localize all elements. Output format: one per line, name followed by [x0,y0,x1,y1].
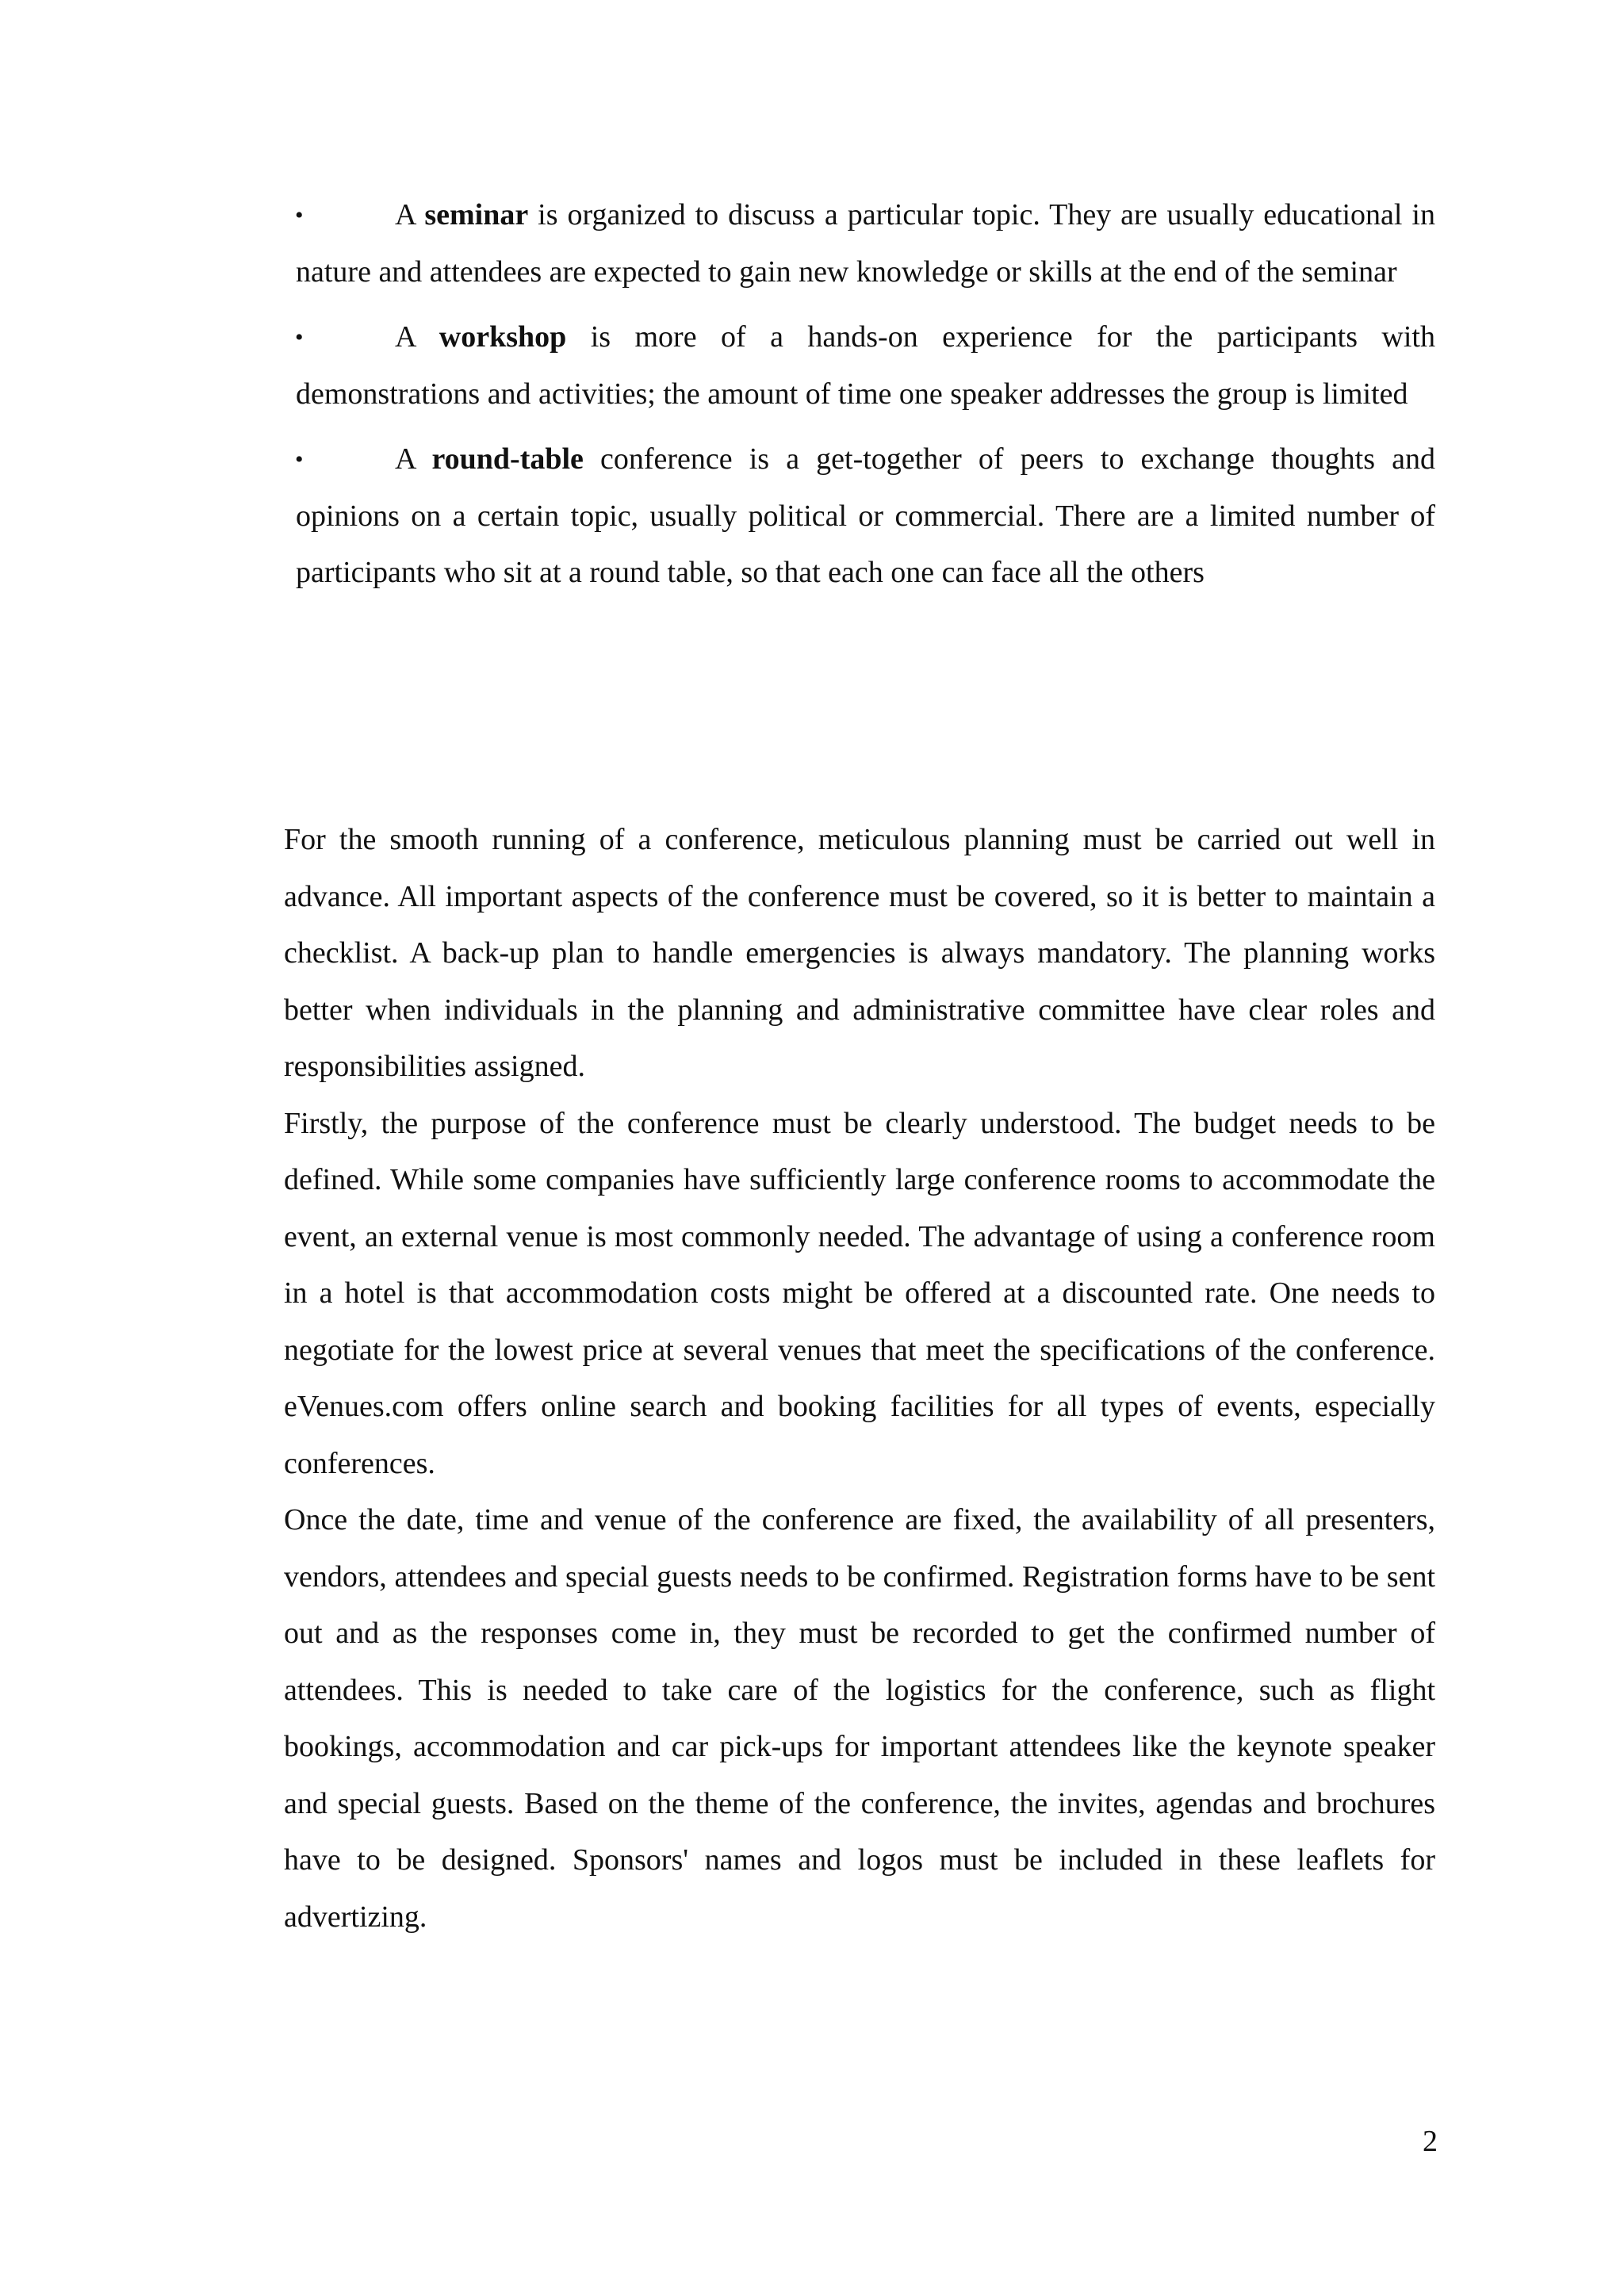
list-item-text [296,431,1435,602]
bullet-icon: • [295,202,304,228]
paragraph-venue: Firstly, the purpose of the conference must be clearly understood. The budget needs to be defined. While some companies have sufficiently large conference rooms to accommodate the event, an external venue is most commonly needed. The advantage of using a conference room in a hotel is that accommodation costs might be offered at a discounted rate. One needs to negotiate for the lowest price at several venues that meet the specifications of the conference. eVenues.com offers online search and booking facilities for all types of events, especially conferences. [284,1106,1435,1480]
bullet-icon: • [295,446,304,473]
list-item-lead: A [395,320,439,354]
list-item-text [296,309,1435,423]
list-item-rest: conference is a get-together of peers to exchange thoughts and opinions on a certain topic, usually political or commercial. There are a limited number of participants who sit at a round table, so that each one can face all the others [296,442,1435,589]
list-item-lead: A [395,442,432,476]
conference-types-list [296,187,1435,602]
list-item-text [296,187,1435,300]
term-workshop: workshop [439,320,567,354]
list-item-rest: is organized to discuss a particular topic. They are usually educational in nature and attendees are expected to gain new knowledge or skills at the end of the seminar [296,198,1435,289]
list-item-rest: is more of a hands-on experience for the participants with demonstrations and activities; the amount of time one speaker addresses the group is limited [296,320,1435,411]
term-seminar: seminar [424,198,529,232]
list-item-lead: A [395,198,425,232]
paragraph-logistics: Once the date, time and venue of the conference are fixed, the availability of all presenters, vendors, attendees and special guests needs to be confirmed. Registration forms have to be sent out and as the responses come in, they must be recorded to get the confirmed number of attendees. This is needed to take care of the logistics for the conference, such as flight bookings, accommodation and car pick-ups for important attendees like the keynote speaker and special guests. Based on the theme of the conference, the invites, agendas and brochures have to be designed. Sponsors' names and logos must be included in these leaflets for advertizing. [284,1503,1435,1934]
page-number: 2 [1423,2125,1438,2158]
body-text [284,812,1435,1946]
term-round-table: round-table [431,442,584,476]
list-item-round-table [296,431,1435,602]
bullet-icon: • [295,324,304,350]
list-item-seminar [296,187,1435,300]
paragraph-planning: For the smooth running of a conference, meticulous planning must be carried out well in advance. All important aspects of the conference must be covered, so it is better to maintain a checklist. A back-up plan to handle emergencies is always mandatory. The planning works better when individuals in the planning and administrative committee have clear roles and responsibilities assigned. [284,823,1435,1083]
list-item-workshop [296,309,1435,423]
